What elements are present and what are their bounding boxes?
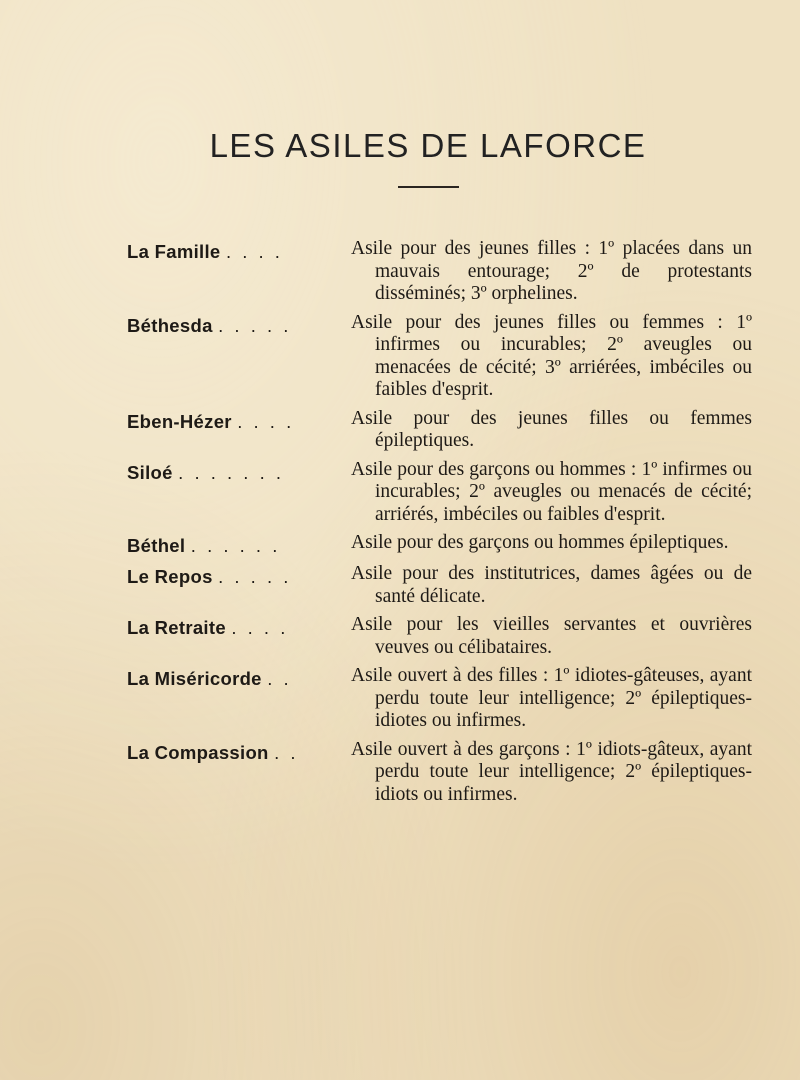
dot-leader: . . . . [237,410,295,432]
asylum-entry [127,408,752,453]
dot-leader: . . . . . . [190,535,281,556]
dot-leader: . . . . . [218,566,292,587]
asylum-entry [127,563,752,608]
asylum-list [127,238,752,812]
page-title: LES ASILES DE LAFORCE [209,127,647,164]
title-rule [398,186,459,188]
dot-leader: . . . . . . . [178,461,284,483]
asylum-name: Béthesda . . . . . [127,314,292,336]
asylum-description: Asile pour les vieilles servantes et ouvrières veuves ou célibataires. [351,614,752,658]
dot-leader: . . . . [225,241,283,262]
asylum-description: Asile pour des jeunes filles : 1º placées dans un mauvais entourage; 2º de protestants disséminés; 3º orphelines. [351,238,752,304]
dot-leader: . . . . . [218,314,292,336]
asylum-description: Asile ouvert à des garçons : 1º idiots-gâteux, ayant perdu toute leur intelligence; 2º épileptiques-idiots ou infirmes. [351,738,752,805]
asylum-entry [127,532,752,557]
asylum-entry [127,238,752,306]
asylum-entry [127,459,752,527]
dot-leader: . . [274,741,299,763]
asylum-name: La Retraite . . . . [127,617,289,638]
dot-leader: . . [267,668,292,689]
asylum-entry [127,739,752,807]
asylum-name: Béthel . . . . . . [127,535,281,556]
asylum-description: Asile pour des institutrices, dames âgées ou de santé délicate. [351,563,752,607]
asylum-description: Asile pour des garçons ou hommes : 1º infirmes ou incurables; 2º aveugles ou menacés de cécité; arriérés, imbéciles ou faibles d'esprit. [351,458,752,525]
dot-leader: . . . . [231,617,289,638]
asylum-description: Asile pour des jeunes filles ou femmes : 1º infirmes ou incurables; 2º aveugles ou menacées de cécité; 3º arriérées, imbéciles ou faibles d'esprit. [351,311,752,400]
asylum-description: Asile ouvert à des filles : 1º idiotes-gâteuses, ayant perdu toute leur intelligence; 2º épileptiques-idiotes ou infirmes. [351,665,752,731]
asylum-entry [127,312,752,402]
asylum-description: Asile pour des jeunes filles ou femmes épileptiques. [351,407,752,451]
asylum-description: Asile pour des garçons ou hommes épileptiques. [351,532,729,553]
asylum-entry [127,665,752,733]
asylum-name: Eben-Hézer . . . . [127,410,295,432]
asylum-name: Le Repos . . . . . [127,566,292,587]
asylum-name: La Compassion . . [127,741,299,763]
asylum-name: La Miséricorde . . [127,668,292,689]
asylum-name: Siloé . . . . . . . [127,461,284,483]
asylum-entry [127,614,752,659]
asylum-name: La Famille . . . . [127,241,283,262]
